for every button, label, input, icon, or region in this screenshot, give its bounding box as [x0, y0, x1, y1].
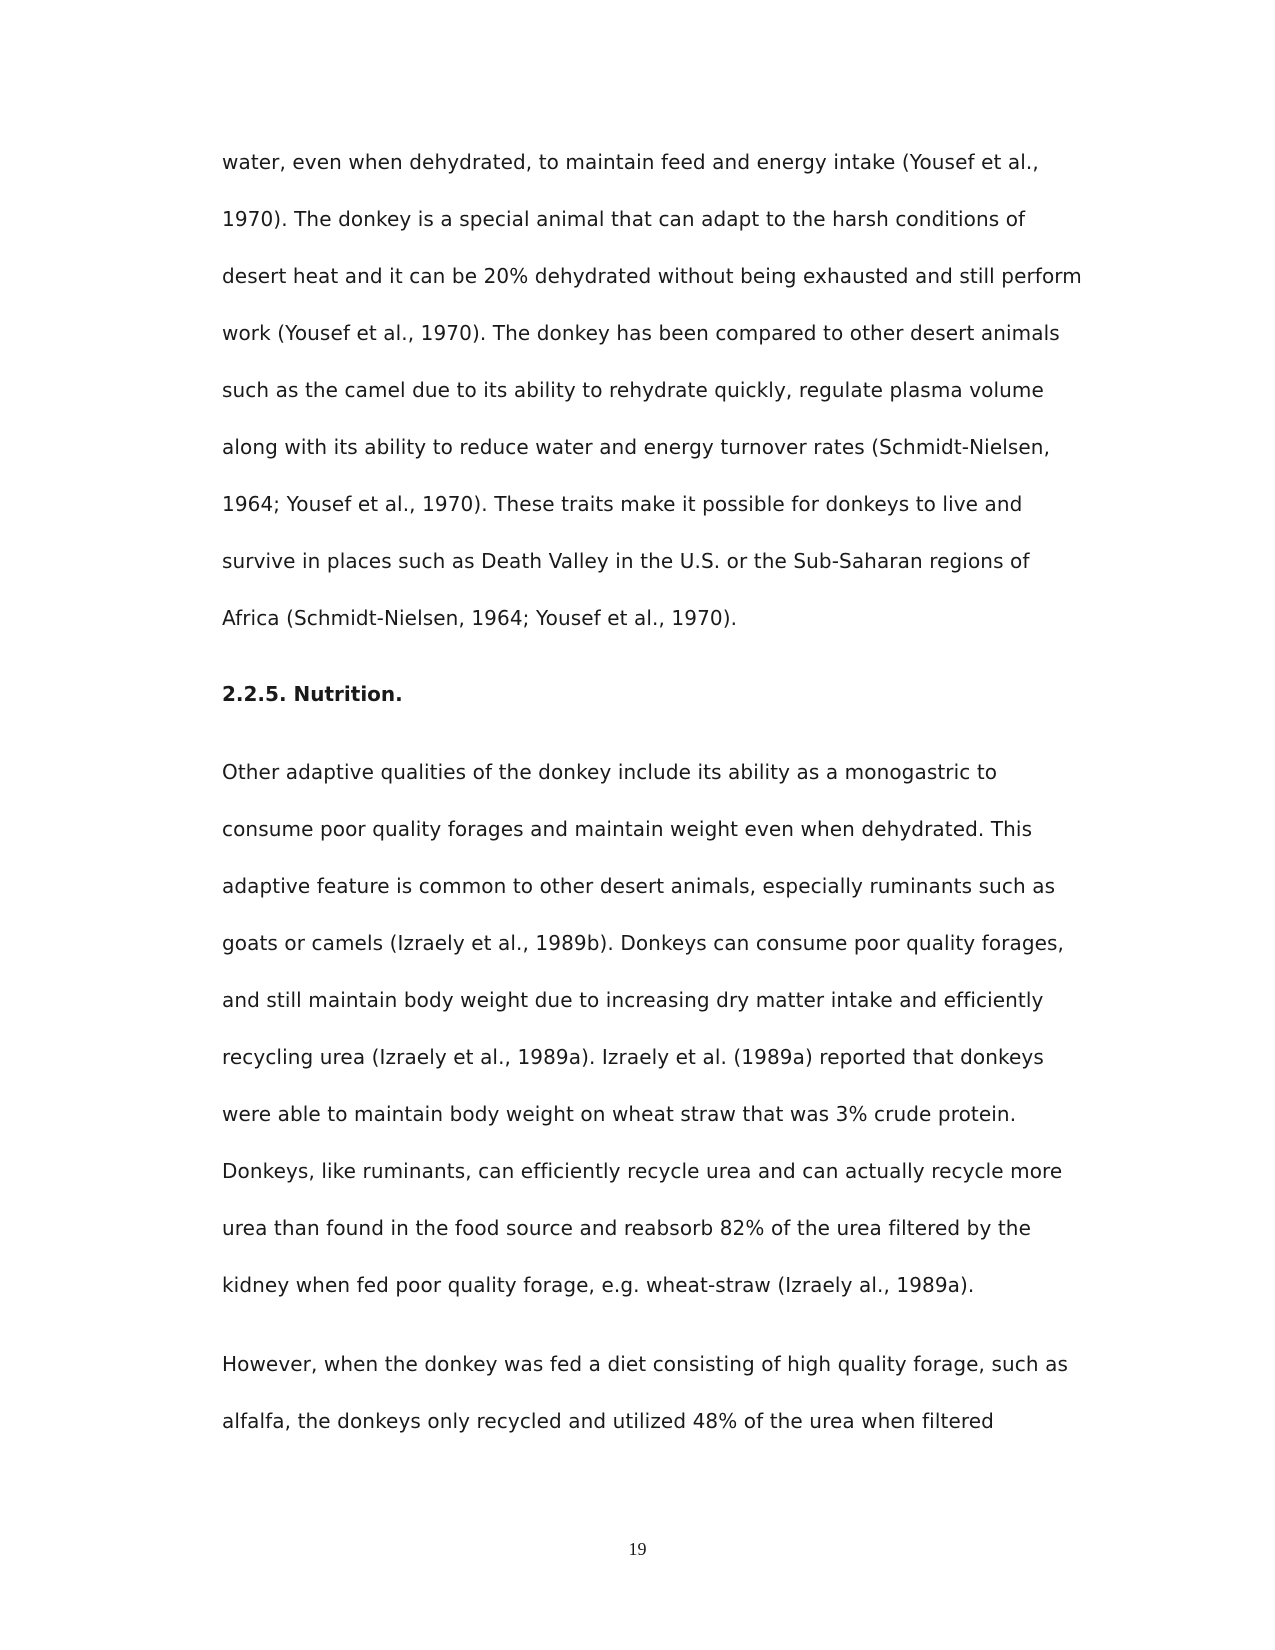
section-heading: 2.2.5. Nutrition. — [222, 682, 403, 706]
paragraph-2-line: Donkeys, like ruminants, can efficiently recycle urea and can actually recycle more — [222, 1159, 1063, 1183]
paragraph-3-line: However, when the donkey was fed a diet consisting of high quality forage, such as — [222, 1352, 1068, 1376]
paragraph-2-line: Other adaptive qualities of the donkey include its ability as a monogastric to — [222, 760, 998, 784]
paragraph-1-line: work (Yousef et al., 1970). The donkey has been compared to other desert animals — [222, 321, 1060, 345]
paragraph-2-line: were able to maintain body weight on wheat straw that was 3% crude protein. — [222, 1102, 1017, 1126]
paragraph-1-line: water, even when dehydrated, to maintain feed and energy intake (Yousef et al., — [222, 150, 1039, 174]
paragraph-2-line: consume poor quality forages and maintain weight even when dehydrated. This — [222, 817, 1033, 841]
paragraph-2-line: kidney when fed poor quality forage, e.g. wheat-straw (Izraely al., 1989a). — [222, 1273, 975, 1297]
paragraph-1-line: survive in places such as Death Valley in the U.S. or the Sub-Saharan regions of — [222, 549, 1030, 573]
page-number: 19 — [628, 1539, 647, 1559]
paragraph-2-line: adaptive feature is common to other desert animals, especially ruminants such as — [222, 874, 1056, 898]
paragraph-1-line: 1964; Yousef et al., 1970). These traits make it possible for donkeys to live and — [222, 492, 1023, 516]
paragraph-1-line: Africa (Schmidt-Nielsen, 1964; Yousef et al., 1970). — [222, 606, 738, 630]
paragraph-2-line: urea than found in the food source and reabsorb 82% of the urea filtered by the — [222, 1216, 1031, 1240]
paragraph-2-line: recycling urea (Izraely et al., 1989a). Izraely et al. (1989a) reported that donkeys — [222, 1045, 1044, 1069]
paragraph-1-line: desert heat and it can be 20% dehydrated without being exhausted and still perform — [222, 264, 1082, 288]
paragraph-3-line: alfalfa, the donkeys only recycled and utilized 48% of the urea when filtered — [222, 1409, 994, 1433]
paragraph-2-line: and still maintain body weight due to increasing dry matter intake and efficiently — [222, 988, 1044, 1012]
paragraph-1-line: 1970). The donkey is a special animal that can adapt to the harsh conditions of — [222, 207, 1026, 231]
paragraph-1-line: along with its ability to reduce water and energy turnover rates (Schmidt-Nielsen, — [222, 435, 1051, 459]
paragraph-1-line: such as the camel due to its ability to rehydrate quickly, regulate plasma volume — [222, 378, 1044, 402]
paragraph-2-line: goats or camels (Izraely et al., 1989b). Donkeys can consume poor quality forages, — [222, 931, 1065, 955]
